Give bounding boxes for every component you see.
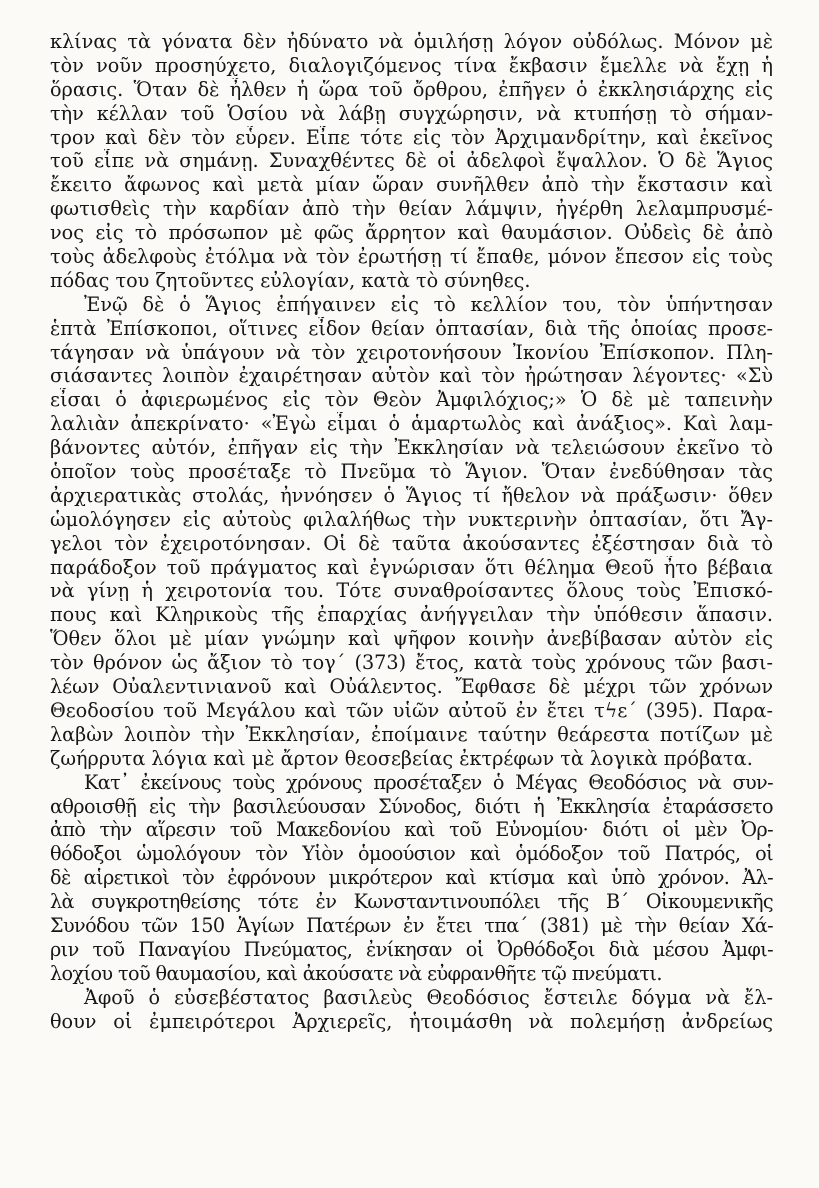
text-line: εἶσαι ὁ ἀφιερωμένος εἰς τὸν Θεὸν Ἀμφιλόχιος;» Ὁ δὲ μὲ ταπεινὴν xyxy=(50,388,773,412)
text-line: κλίνας τὰ γόνατα δὲν ἠδύνατο νὰ ὁμιλήσῃ λόγον οὐδόλως. Μόνον μὲ xyxy=(50,30,773,53)
text-line: ριν τοῦ Παναγίου Πνεύματος, ἐνίκησαν οἱ Ὀρθόδοξοι διὰ μέσου Ἀμφι- xyxy=(50,937,773,961)
text-line: λαλιὰν ἀπεκρίνατο· «Ἐγὼ εἶμαι ὁ ἁμαρτωλὸς καὶ ἀνάξιος». Καὶ λαμ- xyxy=(50,412,773,436)
text-line: Ἀφοῦ ὁ εὐσεβέστατος βασιλεὺς Θεοδόσιος ἔστειλε δόγμα νὰ ἔλ- xyxy=(84,985,773,1009)
text-line: τρον καὶ δὲν τὸν εὗρεν. Εἶπε τότε εἰς τὸν Ἀρχιμανδρίτην, καὶ ἐκεῖνος xyxy=(50,125,773,149)
text-line: λοχίου τοῦ θαυμασίου, καὶ ἀκούσατε νὰ εὐφρανθῆτε τῷ πνεύματι. xyxy=(50,961,662,985)
text-line: Ὅθεν ὅλοι μὲ μίαν γνώμην καὶ ψῆφον κοινὴν ἀνεβίβασαν αὐτὸν εἰς xyxy=(50,627,773,651)
text-line: τὸν νοῦν προσηύχετο, διαλογιζόμενος τίνα ἔκβασιν ἔμελλε νὰ ἔχῃ ἡ xyxy=(50,53,773,77)
text-line: δὲ αἱρετικοὶ τὸν ἐφρόνουν μικρότερον καὶ κτίσμα καὶ ὑπὸ χρόνον. Ἀλ- xyxy=(50,866,773,890)
text-line: θουν οἱ ἐμπειρότεροι Ἀρχιερεῖς, ἡτοιμάσθη νὰ πολεμήσῃ ἀνδρείως xyxy=(50,1009,773,1033)
text-body xyxy=(50,30,773,1033)
text-line: ἑπτὰ Ἐπίσκοποι, οἵτινες εἶδον θείαν ὀπτασίαν, διὰ τῆς ὁποίας προσε- xyxy=(50,316,773,340)
text-line: ἀρχιερατικὰς στολάς, ἠννόησεν ὁ Ἅγιος τί ἤθελον νὰ πράξωσιν· ὅθεν xyxy=(50,483,773,507)
text-line: ὅρασις. Ὅταν δὲ ἦλθεν ἡ ὥρα τοῦ ὄρθρου, ἐπῆγεν ὁ ἐκκλησιάρχης εἰς xyxy=(50,77,773,101)
text-line: πόδας του ζητοῦντες εὐλογίαν, κατὰ τὸ σύνηθες. xyxy=(50,268,531,292)
text-line: τὸν θρόνον ὡς ἄξιον τὸ τογ΄ (373) ἔτος, κατὰ τοὺς χρόνους τῶν βασι- xyxy=(50,651,773,675)
text-line: ἀπὸ τὴν αἵρεσιν τοῦ Μακεδονίου καὶ τοῦ Εὐνομίου· διότι οἱ μὲν Ὀρ- xyxy=(50,818,773,842)
text-line: ζωήρρυτα λόγια καὶ μὲ ἄρτον θεοσεβείας ἐκτρέφων τὰ λογικὰ πρόβατα. xyxy=(50,746,753,770)
text-line: ἔκειτο ἄφωνος καὶ μετὰ μίαν ὥραν συνῆλθεν ἀπὸ τὴν ἔκστασιν καὶ xyxy=(50,173,773,197)
text-line: σιάσαντες λοιπὸν ἐχαιρέτησαν αὐτὸν καὶ τὸν ἠρώτησαν λέγοντες· «Σὺ xyxy=(50,364,773,388)
text-line: πους καὶ Κληρικοὺς τῆς ἐπαρχίας ἀνήγγειλαν τὴν ὑπόθεσιν ἅπασιν. xyxy=(50,603,773,627)
text-line: τοῦ εἶπε νὰ σημάνῃ. Συναχθέντες δὲ οἱ ἀδελφοὶ ἔψαλλον. Ὁ δὲ Ἅγιος xyxy=(50,149,773,173)
text-line: ὡμολόγησεν εἰς αὐτοὺς φιλαλήθως τὴν νυκτερινὴν ὀπτασίαν, ὅτι Ἄγ- xyxy=(50,507,773,531)
text-line: λαβὼν λοιπὸν τὴν Ἐκκλησίαν, ἐποίμαινε ταύτην θεάρεστα ποτίζων μὲ xyxy=(50,722,773,746)
text-line: παράδοξον τοῦ πράγματος καὶ ἐγνώρισαν ὅτι θέλημα Θεοῦ ἦτο βέβαια xyxy=(50,555,773,579)
text-line: φωτισθεὶς τὴν καρδίαν ἀπὸ τὴν θείαν λάμψιν, ἠγέρθη λελαμπρυσμέ- xyxy=(50,197,773,221)
text-line: λὰ συγκροτηθείσης τότε ἐν Κωνσταντινουπόλει τῆς Β΄ Οἰκουμενικῆς xyxy=(50,890,773,914)
text-line: αθροισθῇ εἰς τὴν βασιλεύουσαν Σύνοδος, διότι ἡ Ἐκκλησία ἐταράσσετο xyxy=(50,794,773,818)
text-line: Συνόδου τῶν 150 Ἁγίων Πατέρων ἐν ἔτει τπα΄ (381) μὲ τὴν θείαν Χά- xyxy=(50,913,773,937)
text-line: βάνοντες αὐτόν, ἐπῆγαν εἰς τὴν Ἐκκλησίαν νὰ τελειώσουν ἐκεῖνο τὸ xyxy=(50,436,773,460)
text-line: λέων Οὐαλεντινιανοῦ καὶ Οὐάλεντος. Ἔφθασε δὲ μέχρι τῶν χρόνων xyxy=(50,675,773,699)
text-line: νὰ γίνῃ ἡ χειροτονία του. Τότε συναθροίσαντες ὅλους τοὺς Ἐπισκό- xyxy=(50,579,773,603)
text-line: ὁποῖον τοὺς προσέταξε τὸ Πνεῦμα τὸ Ἅγιον. Ὅταν ἐνεδύθησαν τὰς xyxy=(50,460,773,484)
text-line: γελοι τὸν ἐχειροτόνησαν. Οἱ δὲ ταῦτα ἀκούσαντες ἐξέστησαν διὰ τὸ xyxy=(50,531,773,555)
text-line: τὴν κέλλαν τοῦ Ὁσίου νὰ λάβῃ συγχώρησιν, νὰ κτυπήσῃ τὸ σήμαν- xyxy=(50,101,773,125)
text-line: Κατ᾽ ἐκείνους τοὺς χρόνους προσέταξεν ὁ Μέγας Θεοδόσιος νὰ συν- xyxy=(84,770,773,794)
text-line: Θεοδοσίου τοῦ Μεγάλου καὶ τῶν υἱῶν αὐτοῦ ἐν ἔτει τϟε΄ (395). Παρα- xyxy=(50,698,773,722)
text-line: θόδοξοι ὡμολόγουν τὸν Υἱὸν ὁμοούσιον καὶ ὁμόδοξον τοῦ Πατρός, οἱ xyxy=(50,842,773,866)
text-line: νος εἰς τὸ πρόσωπον μὲ φῶς ἄρρητον καὶ θαυμάσιον. Οὐδεὶς δὲ ἀπὸ xyxy=(50,221,773,245)
text-line: Ἐνῷ δὲ ὁ Ἅγιος ἐπήγαινεν εἰς τὸ κελλίον του, τὸν ὑπήντησαν xyxy=(84,292,773,316)
text-line: τάγησαν νὰ ὑπάγουν νὰ τὸν χειροτονήσουν Ἰκονίου Ἐπίσκοπον. Πλη- xyxy=(50,340,773,364)
text-line: τοὺς ἀδελφοὺς ἐτόλμα νὰ τὸν ἐρωτήσῃ τί ἔπαθε, μόνον ἔπεσον εἰς τοὺς xyxy=(50,245,773,269)
